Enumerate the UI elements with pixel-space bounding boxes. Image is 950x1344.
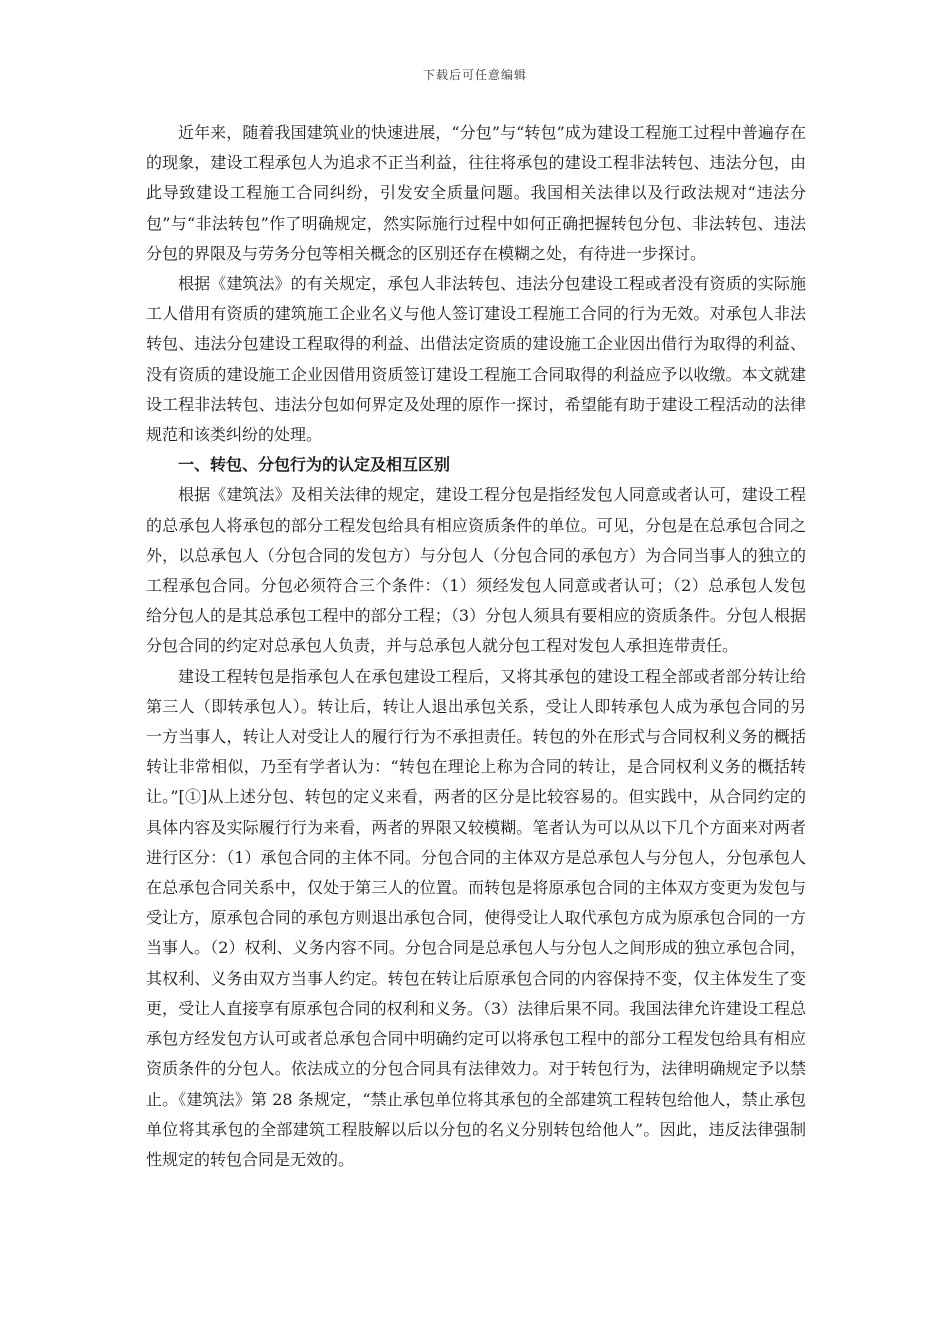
paragraph-subcontract-definition: 根据《建筑法》及相关法律的规定，建设工程分包是指经发包人同意或者认可，建设工程的总承包人将承包的部分工程发包给具有相应资质条件的单位。可见，分包是在总承包合同之外，以总承包人（分包合同的发包方）与分包人（分包合同的承包方）为合同当事人的独立的工程承包合同。分包必须符合三个条件：（1）须经发包人同意或者认可；（2）总承包人发包给分包人的是其总承包工程中的部分工程；（3）分包人须具有要相应的资质条件。分包人根据分包合同的约定对总承包人负责，并与总承包人就分包工程对发包人承担连带责任。 bbox=[146, 485, 806, 656]
document-body bbox=[146, 118, 806, 1175]
page-header: 下载后可任意编辑 bbox=[422, 68, 527, 82]
section-heading: 一、转包、分包行为的认定及相互区别 bbox=[178, 455, 451, 475]
paragraph-legal-basis: 根据《建筑法》的有关规定，承包人非法转包、违法分包建设工程或者没有资质的实际施工人借用有资质的建筑施工企业名义与他人签订建设工程施工合同的行为无效。对承包人非法转包、违法分包建设工程取得的利益、出借法定资质的建设施工企业因出借行为取得的利益、没有资质的建设施工企业因借用资质签订建设工程施工合同取得的利益应予以收缴。本文就建设工程非法转包、违法分包如何界定及处理的原作一探讨，希望能有助于建设工程活动的法律规范和该类纠纷的处理。 bbox=[146, 274, 806, 445]
paragraph-transfer-definition: 建设工程转包是指承包人在承包建设工程后，又将其承包的建设工程全部或者部分转让给第三人（即转承包人）。转让后，转让人退出承包关系，受让人即转承包人成为承包合同的另一方当事人，转让人对受让人的履行行为不承担责任。转包的外在形式与合同权利义务的概括转让非常相似，乃至有学者认为：“转包在理论上称为合同的转让，是合同权利义务的概括转让。”[①]从上述分包、转包的定义来看，两者的区分是比较容易的。但实践中，从合同约定的具体内容及实际履行行为来看，两者的界限又较模糊。笔者认为可以从以下几个方面来对两者进行区分：（1）承包合同的主体不同。分包合同的主体双方是总承包人与分包人，分包承包人在总承包合同关系中，仅处于第三人的位置。而转包是将原承包合同的主体双方变更为发包与受让方，原承包合同的承包方则退出承包合同，使得受让人取代承包方成为原承包合同的一方当事人。（2）权利、义务内容不同。分包合同是总承包人与分包人之间形成的独立承包合同，其权利、义务由双方当事人约定。转包在转让后原承包合同的内容保持不变，仅主体发生了变更，受让人直接享有原承包合同的权利和义务。（3）法律后果不同。我国法律允许建设工程总承包方经发包方认可或者总承包合同中明确约定可以将承包工程中的部分工程发包给具有相应资质条件的分包人。依法成立的分包合同具有法律效力。对于转包行为，法律明确规定予以禁止。《建筑法》第 28 条规定，“禁止承包单位将其承包的全部建筑工程转包给他人，禁止承包单位将其承包的全部建筑工程肢解以后以分包的名义分别转包给他人”。因此，违反法律强制性规定的转包合同是无效的。 bbox=[146, 666, 806, 1169]
paragraph-intro: 近年来，随着我国建筑业的快速进展，“分包”与“转包”成为建设工程施工过程中普遍存在的现象，建设工程承包人为追求不正当利益，往往将承包的建设工程非法转包、违法分包，由此导致建设工程施工合同纠纷，引发安全质量问题。我国相关法律以及行政法规对“违法分包”与“非法转包”作了明确规定，然实际施行过程中如何正确把握转包分包、非法转包、违法分包的界限及与劳务分包等相关概念的区别还存在模糊之处，有待进一步探讨。 bbox=[146, 123, 806, 263]
